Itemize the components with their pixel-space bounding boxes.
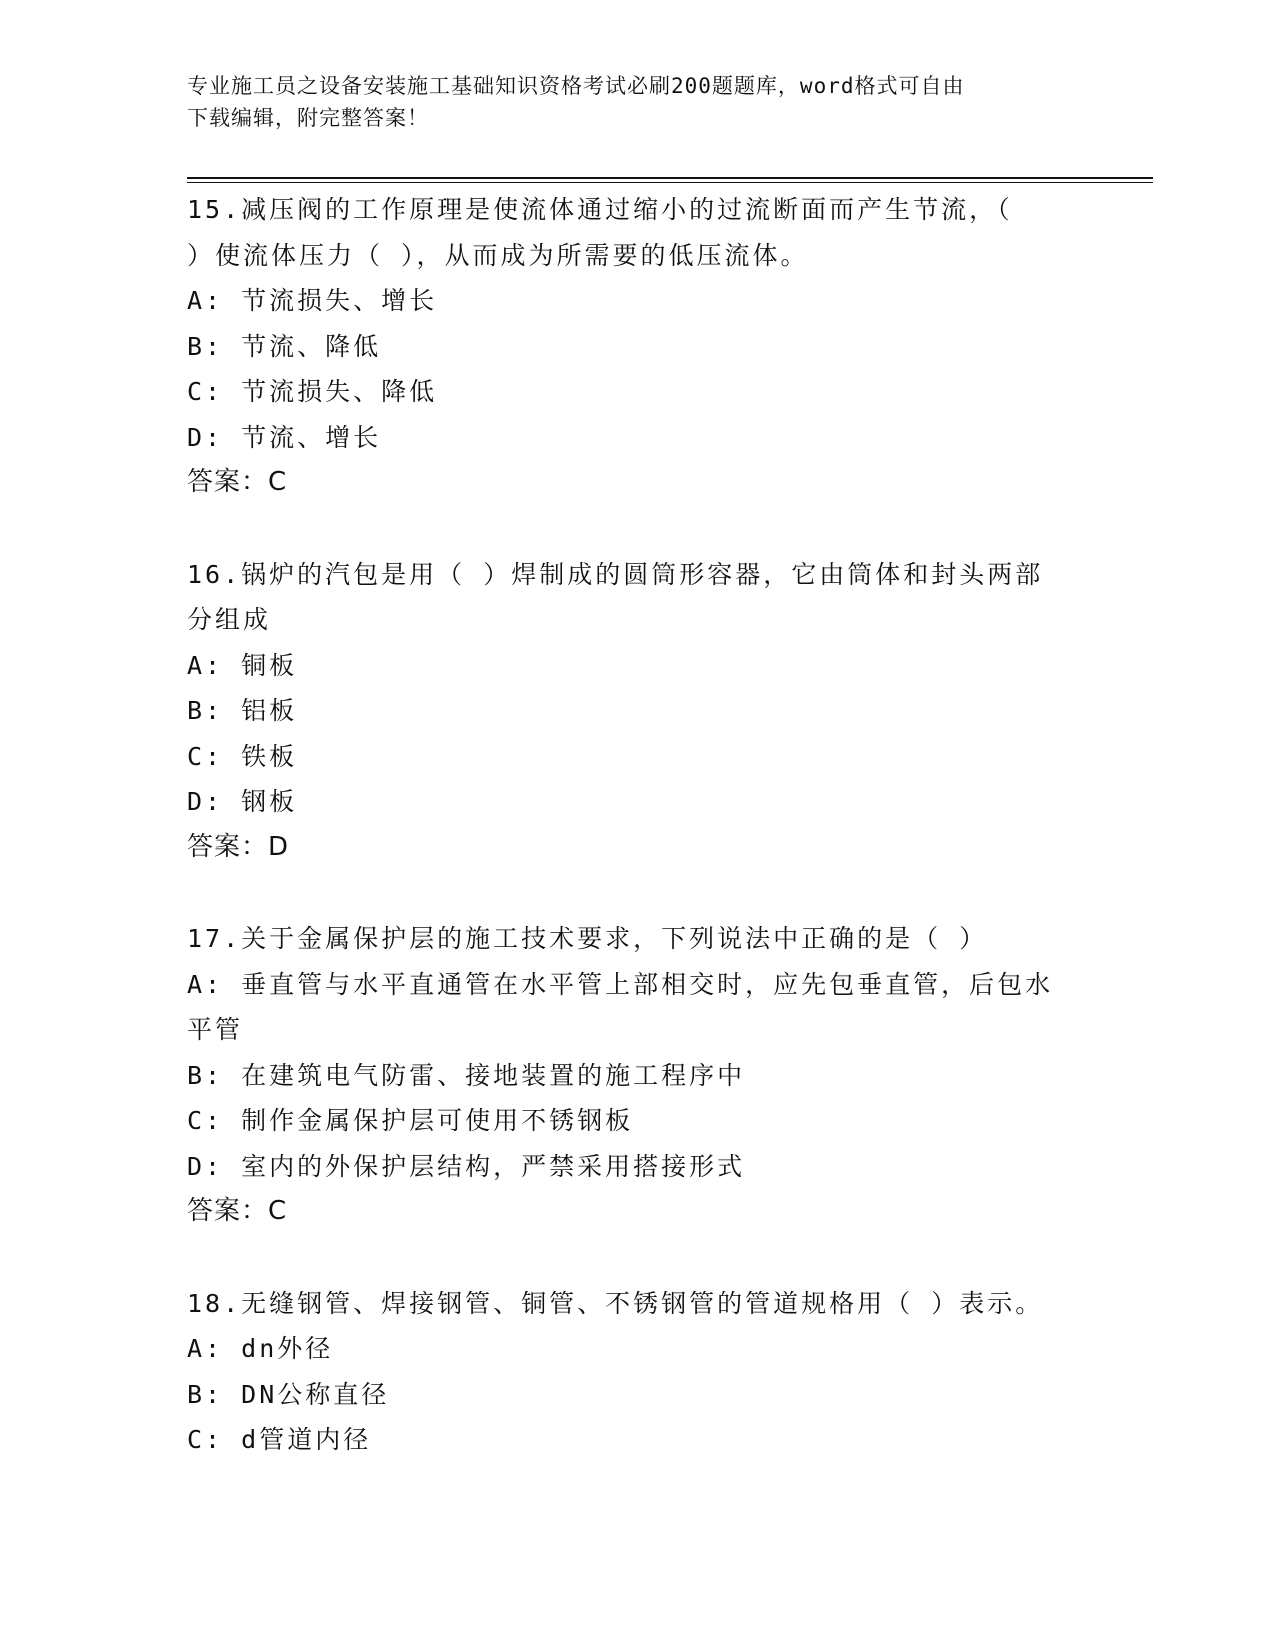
answer-label: 答案：C [187,467,288,497]
stem-line: 15.减压阀的工作原理是使流体通过缩小的过流断面而产生节流，（ [187,195,1013,224]
option-a: A: 节流损失、增长 [187,286,438,315]
option-b: B: DN公称直径 [187,1379,390,1409]
option-c: C: d管道内径 [187,1425,372,1454]
stem-line: 18.无缝钢管、焊接钢管、铜管、不锈钢管的管道规格用（ ）表示。 [187,1288,1044,1318]
option-a-continued: 平管 [187,1015,244,1044]
document-header [187,70,1087,134]
option-b: B: 铝板 [187,696,298,725]
question-15 [187,187,1087,506]
stem-line: 16.锅炉的汽包是用（ ）焊制成的圆筒形容器，它由筒体和封头两部 [187,559,1044,589]
option-a: A: 铜板 [187,650,298,680]
answer-label: 答案：C [187,1196,288,1226]
option-b: B: 在建筑电气防雷、接地装置的施工程序中 [187,1060,746,1090]
option-c: C: 节流损失、降低 [187,377,438,406]
question-18 [187,1281,1087,1463]
question-17 [187,916,1087,1235]
option-a: A: dn外径 [187,1334,334,1363]
question-stem [187,187,1087,278]
question-stem [187,916,1087,962]
question-16 [187,552,1087,871]
answer-label: 答案：D [187,831,290,862]
option-a: A: 垂直管与水平直通管在水平管上部相交时，应先包垂直管，后包水 [187,969,1054,999]
option-d: D: 节流、增长 [187,422,382,452]
option-b: B: 节流、降低 [187,331,382,361]
option-c: C: 制作金属保护层可使用不锈钢板 [187,1106,634,1135]
stem-line: ）使流体压力（ ），从而成为所需要的低压流体。 [187,240,809,270]
header-line-2: 下载编辑，附完整答案！ [187,106,429,130]
question-stem [187,1281,1087,1327]
header-divider-thin [187,182,1153,183]
option-c: C: 铁板 [187,741,298,771]
header-divider-thick [187,177,1153,179]
question-list [187,187,1087,1509]
stem-line: 17.关于金属保护层的施工技术要求，下列说法中正确的是（ ） [187,924,988,953]
question-stem [187,552,1087,643]
header-line-1: 专业施工员之设备安装施工基础知识资格考试必刷200题题库，word格式可自由 [187,74,965,98]
option-d: D: 钢板 [187,787,298,816]
option-d: D: 室内的外保护层结构，严禁采用搭接形式 [187,1151,746,1181]
stem-line: 分组成 [187,605,272,634]
